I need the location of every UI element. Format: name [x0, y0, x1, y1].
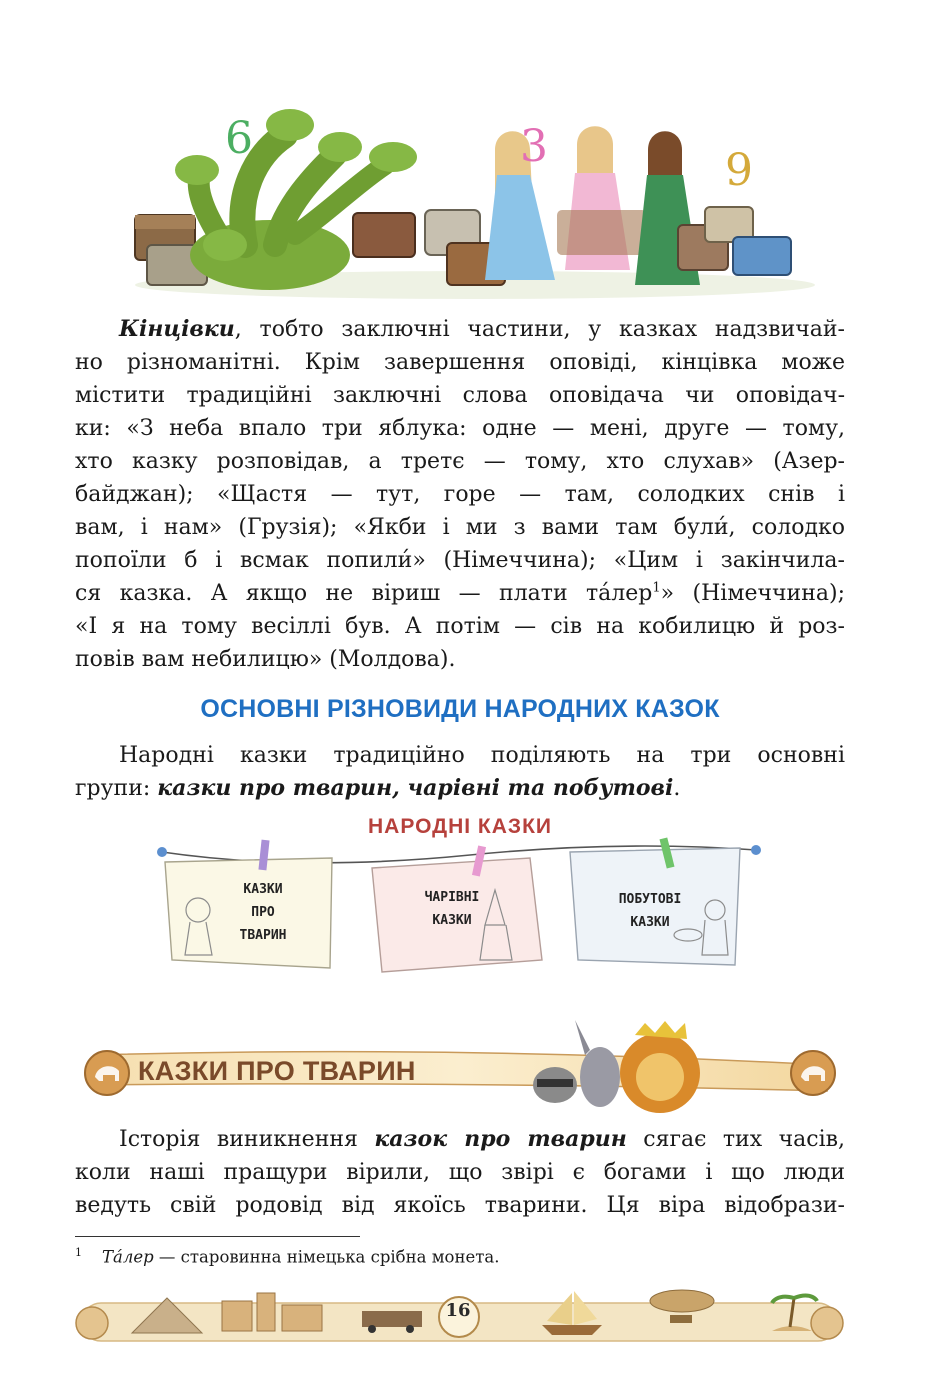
text-line: повів вам небилицю» (Молдова). — [75, 647, 456, 672]
footnote — [75, 1246, 499, 1267]
card-label-magic: ЧАРІВНІ КАЗКИ — [424, 890, 480, 928]
lion-icon — [620, 1021, 700, 1113]
text-line: містити традиційні заключні слова оповідача чи оповідач- — [75, 383, 845, 408]
text-line: ки: «З неба впало три яблука: одне — мені, друге — тому, — [75, 416, 845, 441]
page-number: 16 — [445, 1300, 471, 1321]
term-animal-tales: казок про тварин — [374, 1126, 627, 1152]
text-line: Кінцівки, тобто заключні частини, у казках надзвичай- — [119, 316, 845, 342]
section-heading: ОСНОВНІ РІЗНОВИДИ НАРОДНИХ КАЗОК — [200, 695, 720, 723]
text-line: ся казка. А якщо не віриш — плати та́лер$^1$» (Німеччина); — [75, 580, 845, 606]
text-line: но різноманітні. Крім завершення оповіді, кінцівка може — [75, 350, 845, 375]
term-kintsivky: Кінцівки — [119, 316, 235, 342]
number-three: 3 — [520, 121, 548, 172]
animal-tales-paragraph — [75, 1123, 845, 1222]
groups-paragraph — [75, 739, 845, 805]
raccoon-icon — [533, 1067, 577, 1103]
text-line: Історія виникнення казок про тварин сягає тих часів, — [119, 1126, 845, 1152]
footnote-number: 1 — [75, 1246, 82, 1259]
castle-icon — [222, 1293, 322, 1331]
line-pin-left-icon — [157, 847, 167, 857]
text-line: Народні казки традиційно поділяють на три основні — [119, 743, 845, 768]
card-label-animals: КАЗКИ ПРО ТВАРИН — [239, 882, 287, 943]
footnote-ref: 1 — [652, 580, 661, 596]
endings-paragraph — [75, 313, 845, 676]
line-pin-right-icon — [751, 845, 761, 855]
text-line: хто казку розповідав, а третє — тому, хто слухав» (Азер- — [75, 449, 845, 474]
footnote-term: Та́лер — [102, 1247, 154, 1267]
dragon-icon — [175, 109, 417, 290]
banner-title: КАЗКИ ПРО ТВАРИН — [138, 1056, 416, 1086]
text-line: попоїли б і всмак попили́» (Німеччина); «Цим і закінчила- — [75, 548, 845, 573]
text-line: байджан); «Щастя — тут, горе — там, солодких снів і — [75, 482, 845, 507]
footnote-divider — [75, 1236, 360, 1237]
footnote-definition: — старовинна німецька срібна монета. — [153, 1247, 500, 1267]
fairy-tale-illustration — [125, 95, 825, 305]
number-six: 6 — [225, 113, 253, 164]
text-line: групи: казки про тварин, чарівні та побутові. — [75, 775, 681, 801]
text-line: ведуть свій родовід від якоїсь тварини. Ця віра відобрази- — [75, 1193, 845, 1218]
tale-groups-emphasis: казки про тварин, чарівні та побутові — [157, 775, 674, 801]
text-line: вам, і нам» (Грузія); «Якби і ми з вами там були́, солодко — [75, 515, 845, 540]
number-nine: 9 — [725, 145, 753, 196]
card-label-everyday: ПОБУТОВІ КАЗКИ — [618, 892, 682, 930]
text-line: «І я на тому весіллі був. А потім — сів на кобилицю й роз- — [75, 614, 845, 639]
girl-pink-dress-icon — [557, 126, 647, 270]
text-line: коли наші пращури вірили, що звірі є богами і що люди — [75, 1160, 845, 1185]
diagram-title: НАРОДНІ КАЗКИ — [368, 815, 552, 838]
